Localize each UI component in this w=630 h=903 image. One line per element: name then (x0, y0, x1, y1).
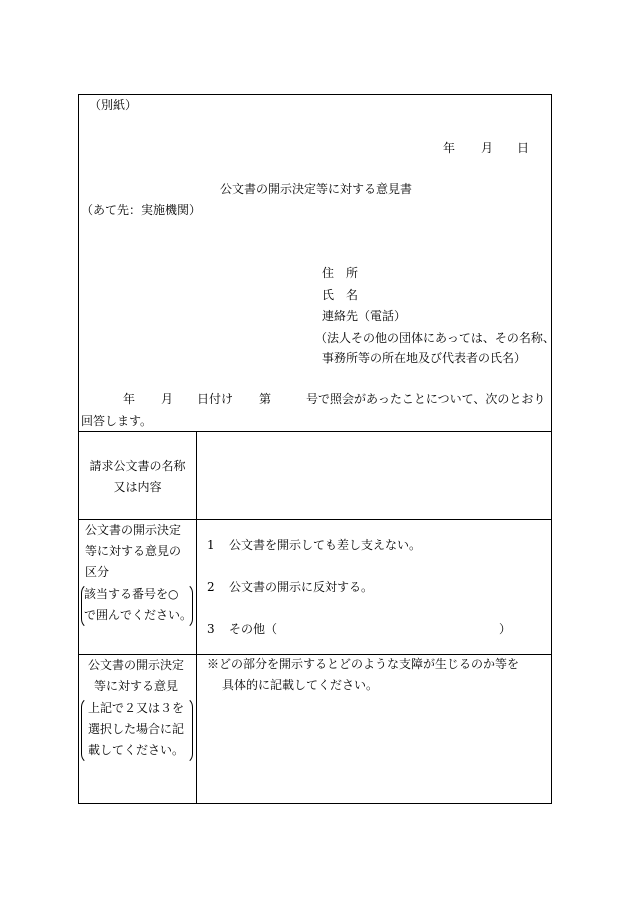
opinion-category-label-line1: 公文書の開示決定 (85, 523, 182, 537)
opinion-note-line2: 具体的に記載してください。 (222, 678, 379, 692)
document-name-label-line2: 又は内容 (113, 480, 162, 494)
opinion-bracket-line2: 選択した場合に記 (88, 722, 185, 736)
intro-dated: 日付け (197, 392, 234, 406)
form-title: 公文書の開示決定等に対する意見書 (220, 182, 413, 196)
sender-contact-label: 連絡先（電話） (322, 309, 407, 323)
document-name-label-cell (79, 431, 196, 519)
opinion-category-label-cell (79, 519, 196, 654)
date-day: 日 (517, 141, 530, 155)
option-3-text: その他（ (229, 622, 278, 636)
document-name-label-line1: 請求公文書の名称 (89, 459, 186, 473)
opinion-label-line1: 公文書の開示決定 (88, 658, 185, 672)
document-name-value-cell[interactable] (197, 431, 551, 519)
intro-month: 月 (161, 392, 174, 406)
opinion-label-cell (79, 654, 196, 803)
opinion-bracket-line1: 上記で２又は３を (88, 701, 185, 715)
opinion-note-line1: ※どの部分を開示するとどのような支障が生じるのか等を (207, 657, 520, 671)
option-1-text: 公文書を開示しても差し支えない。 (229, 538, 422, 552)
sender-name-label: 氏 名 (322, 288, 359, 302)
intro-line2: 回答します。 (81, 414, 153, 428)
opinion-category-label-line3: 区分 (85, 565, 110, 579)
date-year: 年 (443, 141, 456, 155)
opinion-category-options-cell (197, 519, 551, 654)
option-2-number: 2 (207, 580, 215, 594)
intro-number-prefix: 第 (259, 392, 272, 406)
option-2-text: 公文書の開示に反対する。 (229, 580, 374, 594)
opinion-category-bracket-line2: で囲んでください。 (84, 608, 193, 622)
sender-address-label: 住 所 (322, 266, 359, 280)
opinion-form (78, 94, 555, 804)
addressee: （あて先：実施機関） (81, 203, 202, 217)
option-3-close: ） (499, 622, 512, 636)
opinion-value-cell[interactable] (197, 654, 551, 803)
intro-year: 年 (123, 392, 136, 406)
intro-line1-rest: 号で照会があったことについて、次のとおり (306, 392, 546, 406)
option-1-number: 1 (207, 538, 215, 552)
opinion-label-line2: 等に対する意見 (94, 679, 179, 693)
opinion-bracket-line3: 載してください。 (88, 743, 185, 757)
opinion-category-bracket-line1: 該当する番号を○ (84, 587, 179, 601)
date-month: 月 (481, 141, 494, 155)
sender-note-line2: 事務所等の所在地及び代表者の氏名） (322, 351, 527, 365)
sender-note-line1: （法人その他の団体にあっては、その名称、 (315, 331, 555, 345)
attachment-label: （別紙） (89, 98, 138, 112)
opinion-category-label-line2: 等に対する意見の (85, 544, 182, 558)
option-3-number: 3 (207, 622, 215, 636)
